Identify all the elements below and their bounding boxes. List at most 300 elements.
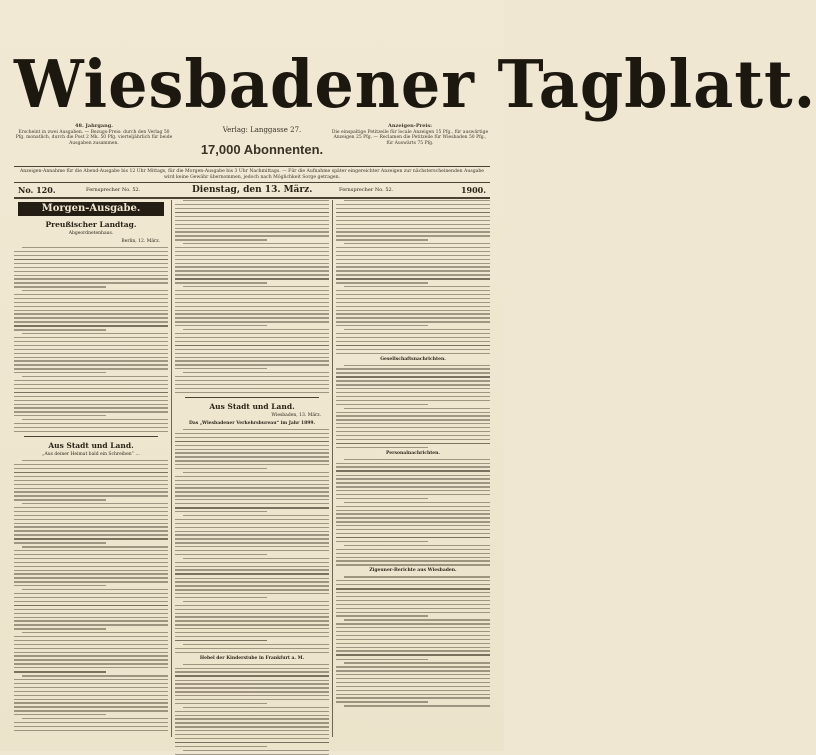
text-line	[344, 576, 490, 577]
text-line	[175, 632, 329, 633]
text-line	[175, 531, 329, 532]
text-line	[336, 506, 490, 507]
phone-right: Fernsprecher No. 52.	[339, 187, 394, 193]
text-line	[336, 204, 490, 205]
text-line	[344, 200, 490, 201]
text-line	[14, 491, 168, 492]
text-line	[14, 472, 168, 474]
text-line	[14, 263, 168, 264]
text-line	[336, 298, 490, 299]
text-line	[175, 380, 329, 381]
text-line	[175, 487, 329, 488]
section-subtitle: Abgeordnetenhaus.	[68, 231, 114, 236]
text-line	[14, 464, 168, 465]
text-line	[336, 697, 490, 698]
text-line	[336, 537, 490, 539]
text-line	[336, 510, 490, 511]
text-line	[175, 282, 267, 283]
text-line	[336, 643, 490, 644]
info-bar	[14, 184, 490, 196]
text-line	[175, 671, 329, 672]
text-line	[14, 573, 168, 574]
text-line	[175, 298, 329, 299]
text-line	[14, 530, 168, 531]
text-line	[344, 243, 490, 244]
article-text-block	[336, 200, 490, 354]
text-line	[336, 368, 490, 369]
text-line	[175, 546, 329, 547]
text-line	[175, 255, 329, 256]
text-line	[336, 392, 490, 393]
text-line	[336, 306, 490, 307]
text-line	[22, 460, 168, 461]
text-line	[336, 270, 490, 271]
text-line	[175, 648, 329, 649]
text-line	[175, 715, 329, 716]
text-line	[14, 554, 168, 555]
text-line	[175, 345, 329, 347]
section-title: Aus Stadt und Land.	[48, 441, 134, 451]
text-line	[14, 605, 168, 607]
text-line	[14, 499, 106, 500]
text-line	[336, 584, 490, 585]
dateline: Berlin, 12. März.	[121, 239, 160, 244]
text-line	[175, 441, 329, 443]
text-line	[14, 384, 168, 385]
text-line	[14, 415, 106, 416]
text-line	[14, 294, 168, 295]
text-line	[183, 286, 329, 287]
text-line	[175, 593, 329, 594]
text-line	[336, 220, 490, 221]
text-line	[14, 710, 168, 711]
article-subhead: Das „Wiesbadener Verkehrsbureau“ im Jahr 1899.	[188, 420, 316, 426]
text-line	[175, 495, 329, 496]
text-line	[14, 511, 168, 512]
text-line	[14, 581, 168, 582]
text-line	[175, 456, 329, 457]
text-line	[344, 705, 490, 706]
text-line	[175, 566, 329, 567]
text-line	[175, 620, 329, 621]
text-line	[175, 578, 329, 579]
text-line	[344, 286, 490, 287]
text-line	[14, 628, 106, 629]
text-line	[175, 449, 329, 450]
text-line	[336, 349, 490, 350]
text-line	[14, 640, 168, 641]
text-line	[22, 675, 168, 676]
text-line	[175, 538, 329, 539]
text-line	[175, 542, 329, 543]
text-line	[175, 278, 329, 280]
text-line	[336, 212, 490, 214]
text-line	[336, 274, 490, 275]
text-line	[175, 507, 329, 509]
text-line	[14, 313, 168, 314]
text-line	[175, 581, 329, 582]
text-line	[175, 231, 329, 232]
text-line	[175, 589, 329, 590]
article-text-block	[336, 459, 490, 566]
divider	[24, 436, 158, 437]
text-line	[175, 259, 329, 260]
text-line	[344, 619, 490, 620]
text-line	[175, 445, 329, 446]
text-line	[336, 650, 490, 651]
article-text-block	[14, 460, 168, 731]
text-line	[14, 523, 168, 524]
text-line	[175, 376, 329, 377]
text-line	[336, 231, 490, 232]
text-line	[336, 216, 490, 217]
text-line	[14, 388, 168, 389]
text-line	[183, 664, 329, 665]
dateline: Wiesbaden, 13. März.	[271, 412, 321, 418]
text-line	[336, 337, 490, 338]
text-line	[175, 357, 329, 358]
text-line	[183, 750, 329, 751]
column-1	[14, 200, 168, 737]
text-line	[22, 546, 168, 547]
text-line	[14, 329, 106, 330]
text-line	[22, 589, 168, 590]
text-line	[22, 333, 168, 334]
text-line	[175, 711, 329, 712]
text-line	[22, 503, 168, 504]
text-line	[14, 306, 168, 307]
text-line	[336, 635, 490, 636]
text-line	[14, 476, 168, 477]
text-line	[344, 545, 490, 546]
text-line	[175, 613, 329, 614]
text-line	[336, 228, 490, 229]
text-line	[336, 600, 490, 601]
text-line	[336, 615, 428, 616]
article-subhead: Gesellschaftsnachrichten.	[380, 356, 446, 362]
text-line	[14, 484, 168, 485]
text-line	[175, 519, 329, 520]
text-line	[336, 553, 490, 554]
text-line	[14, 427, 168, 428]
text-line	[175, 368, 267, 369]
text-line	[336, 419, 490, 420]
text-line	[175, 609, 329, 610]
text-line	[14, 360, 168, 361]
text-line	[175, 534, 329, 535]
text-line	[336, 439, 490, 440]
text-line	[175, 718, 329, 719]
text-line	[336, 447, 428, 448]
text-line	[336, 517, 490, 518]
text-line	[14, 267, 168, 268]
text-line	[175, 216, 329, 217]
text-line	[14, 702, 168, 703]
text-line	[336, 541, 428, 542]
text-line	[336, 639, 490, 640]
text-line	[336, 631, 490, 632]
text-line	[336, 701, 428, 702]
text-line	[14, 282, 168, 283]
text-line	[175, 738, 329, 739]
text-line	[14, 617, 168, 618]
text-line	[175, 360, 329, 361]
text-line	[14, 648, 168, 649]
text-line	[336, 235, 490, 236]
text-line	[175, 364, 329, 365]
text-line	[14, 609, 168, 610]
text-line	[175, 527, 329, 528]
text-line	[336, 427, 490, 428]
subscription-text: Erscheint in zwei Ausgaben. — Bezugs-Preis: durch den Verlag 50 Pfg. monatlich, durch die Post 2 Mk. 50 Pfg. vierteljährlich für beide Ausgaben zusammen.	[15, 129, 173, 146]
text-line	[14, 659, 168, 660]
text-line	[14, 687, 168, 688]
text-line	[183, 200, 329, 201]
text-line	[175, 683, 329, 684]
text-line	[14, 488, 168, 489]
ads-price-label: Anzeigen-Preis:	[388, 123, 432, 129]
text-line	[14, 730, 168, 731]
text-line	[175, 703, 267, 704]
text-line	[175, 251, 329, 252]
text-line	[336, 666, 490, 667]
text-line	[14, 679, 168, 680]
text-line	[175, 266, 329, 267]
text-line	[14, 570, 168, 571]
text-line	[175, 597, 267, 598]
text-line	[336, 208, 490, 209]
text-line	[175, 746, 267, 747]
text-line	[175, 208, 329, 209]
text-line	[175, 680, 329, 681]
text-line	[14, 597, 168, 598]
text-line	[175, 480, 329, 481]
text-line	[14, 585, 106, 586]
text-line	[175, 691, 329, 692]
edition-banner: Morgen-Ausgabe.	[18, 202, 164, 216]
text-line	[175, 616, 329, 617]
text-line	[175, 321, 329, 322]
text-line	[336, 647, 490, 648]
text-line	[336, 623, 490, 624]
text-line	[336, 470, 490, 472]
text-line	[175, 437, 329, 438]
text-line	[14, 357, 168, 358]
text-line	[336, 596, 490, 597]
text-line	[175, 235, 329, 236]
text-line	[14, 353, 168, 354]
text-line	[336, 321, 490, 322]
text-line	[336, 498, 428, 499]
text-line	[14, 317, 168, 318]
text-line	[336, 372, 490, 373]
text-line	[175, 624, 329, 625]
text-line	[336, 310, 490, 311]
text-line	[336, 290, 490, 291]
text-line	[336, 580, 490, 581]
masthead-title: Wiesbadener Tagblatt.	[14, 46, 816, 123]
text-line	[175, 220, 329, 221]
text-line	[175, 503, 329, 504]
text-line	[336, 670, 490, 671]
text-line	[336, 466, 490, 467]
text-line	[14, 298, 168, 299]
text-line	[175, 228, 329, 229]
text-line	[22, 376, 168, 377]
text-line	[14, 468, 168, 469]
text-line	[175, 730, 329, 731]
text-line	[336, 654, 490, 656]
text-line	[175, 585, 329, 586]
text-line	[175, 224, 329, 225]
text-line	[14, 411, 168, 412]
text-line	[336, 317, 490, 318]
text-line	[14, 404, 168, 405]
text-line	[175, 511, 267, 512]
text-line	[175, 341, 329, 342]
text-line	[336, 482, 490, 483]
text-line	[336, 513, 490, 514]
text-line	[175, 484, 329, 485]
text-line	[336, 388, 490, 389]
text-line	[14, 566, 168, 567]
text-line	[336, 384, 490, 385]
text-line	[14, 321, 168, 322]
text-line	[14, 407, 168, 408]
divider	[185, 397, 319, 398]
text-line	[336, 224, 490, 225]
text-line	[336, 475, 490, 476]
ads-notice: Anzeigen-Annahme für die Abend-Ausgabe bis 12 Uhr Mittags, für die Morgen-Ausgabe bis 3 Uhr Nachmittags. — Für die Aufnahme später eingereichter Anzeigen zur nächsterscheinenden Ausgabe wird keine Gewähr übernommen, jedoch nach Möglichkeit Sorge getragen.	[19, 169, 485, 180]
text-line	[175, 212, 329, 214]
text-line	[14, 431, 168, 432]
text-line	[14, 302, 168, 303]
text-line	[175, 675, 329, 677]
text-line	[336, 463, 490, 464]
text-line	[336, 564, 490, 565]
text-line	[336, 560, 490, 561]
rule-top	[14, 166, 490, 167]
text-line	[336, 251, 490, 252]
text-line	[336, 592, 490, 593]
text-line	[14, 526, 168, 527]
text-line	[344, 459, 490, 460]
text-line	[14, 620, 168, 621]
text-line	[336, 282, 428, 283]
text-line	[175, 313, 329, 314]
text-line	[14, 706, 168, 707]
text-line	[14, 251, 168, 252]
text-line	[14, 396, 168, 397]
text-line	[336, 674, 490, 675]
text-line	[14, 699, 168, 700]
text-line	[14, 534, 168, 535]
text-line	[14, 613, 168, 614]
text-line	[183, 372, 329, 373]
article-subhead: Hebel der Kinderstube in Frankfurt a. M.	[199, 655, 305, 661]
text-line	[175, 388, 329, 389]
text-line	[175, 726, 329, 727]
text-line	[336, 313, 490, 314]
column-separator	[332, 200, 333, 737]
text-line	[336, 376, 490, 378]
text-line	[175, 640, 267, 642]
text-line	[175, 652, 329, 653]
issue-year: 1900.	[460, 185, 486, 195]
text-line	[14, 722, 168, 723]
text-line	[175, 349, 329, 350]
text-line	[175, 392, 329, 393]
article-lead: „Aus deiner Heimat bald ein Schreiben“ …	[42, 452, 140, 458]
header-right-info	[330, 124, 490, 146]
text-line	[336, 404, 428, 405]
phone-left: Fernsprecher No. 52.	[86, 187, 141, 193]
text-line	[14, 278, 168, 279]
text-line	[175, 263, 329, 264]
text-line	[175, 742, 329, 744]
text-line	[336, 486, 490, 487]
section-title: Aus Stadt und Land.	[209, 401, 295, 411]
text-line	[183, 644, 329, 645]
text-line	[336, 278, 490, 280]
text-line	[175, 302, 329, 303]
text-line	[336, 412, 490, 413]
text-line	[336, 294, 490, 295]
text-line	[336, 443, 490, 445]
text-line	[14, 726, 168, 727]
subscribers-count: 17,000 Abonnenten.	[200, 142, 324, 157]
text-line	[336, 686, 490, 687]
text-line	[336, 255, 490, 256]
text-line	[14, 538, 168, 540]
text-line	[175, 353, 329, 354]
text-line	[183, 472, 329, 473]
text-line	[14, 325, 168, 327]
text-line	[175, 325, 267, 326]
text-line	[344, 365, 490, 366]
text-line	[336, 478, 490, 479]
text-line	[336, 431, 490, 432]
text-line	[175, 270, 329, 271]
text-line	[336, 415, 490, 416]
text-line	[336, 549, 490, 550]
text-line	[175, 274, 329, 275]
text-line	[336, 396, 490, 397]
text-line	[14, 593, 168, 594]
article-text-block	[336, 576, 490, 706]
text-line	[14, 480, 168, 481]
ads-price-text: Die einspaltige Petitzeile für locale Anzeigen 15 Pfg., für auswärtige Anzeigen 25 Pfg. — Reclamen die Petitzeile für Wiesbaden 50 Pfg., für Auswärts 75 Pfg.	[331, 129, 489, 146]
text-line	[14, 542, 106, 543]
text-line	[175, 499, 329, 500]
text-line	[336, 659, 428, 660]
text-line	[175, 562, 329, 563]
year-label: 48. Jahrgang.	[75, 123, 113, 129]
text-line	[14, 636, 168, 637]
text-line	[14, 341, 168, 342]
text-line	[175, 464, 329, 465]
text-line	[336, 588, 490, 590]
text-line	[336, 239, 428, 240]
text-line	[336, 353, 490, 354]
text-line	[336, 345, 490, 347]
text-line	[175, 384, 329, 385]
text-line	[14, 345, 168, 346]
text-line	[183, 329, 329, 330]
text-line	[175, 695, 329, 696]
text-line	[336, 682, 490, 683]
text-line	[175, 554, 267, 555]
